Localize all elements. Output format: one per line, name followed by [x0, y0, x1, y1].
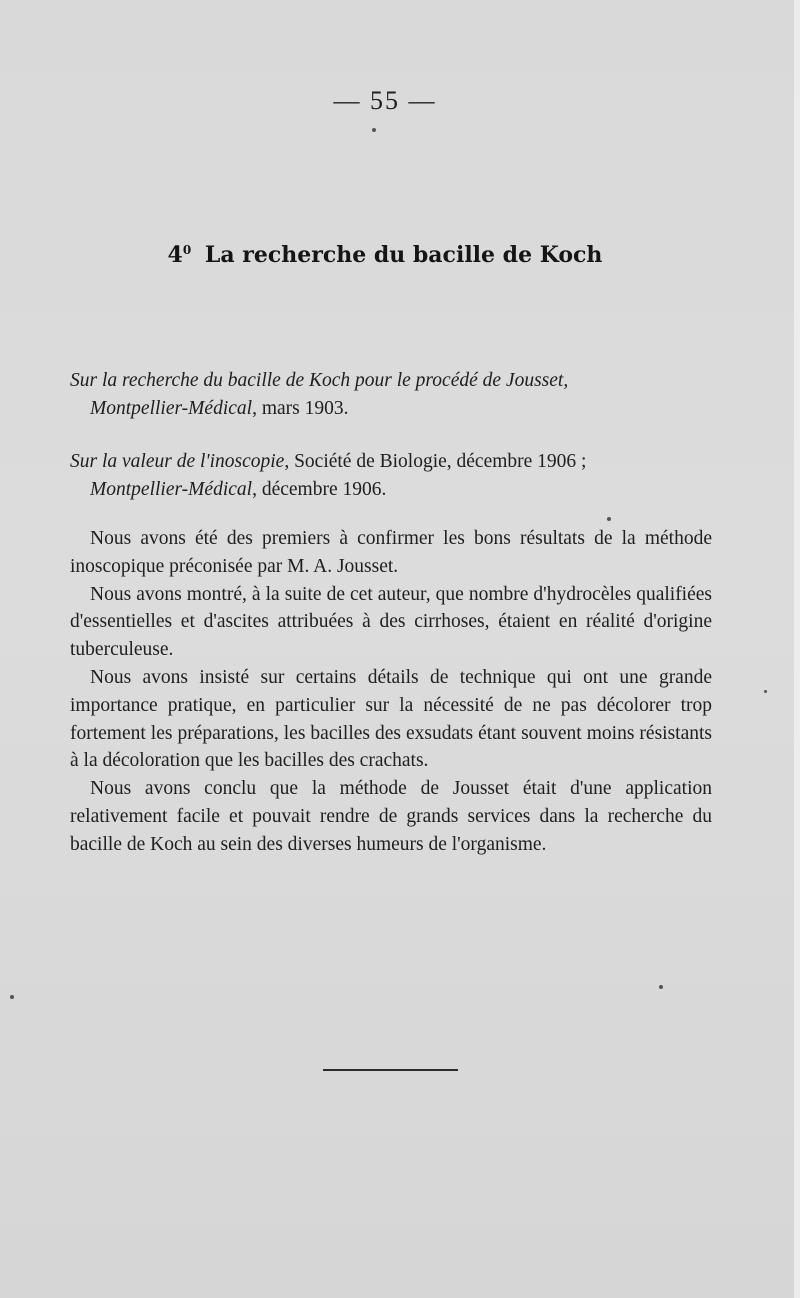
reference-1	[70, 367, 715, 423]
ink-speck	[764, 690, 767, 693]
paragraph: Nous avons été des premiers à confirmer les bons résultats de la méthode inoscopique préconisée par M. A. Jousset.	[70, 528, 712, 577]
ink-speck	[10, 995, 14, 999]
section-title-text: La recherche du bacille de Koch	[204, 242, 603, 268]
reference-2-line2	[70, 476, 715, 504]
paragraph: Nous avons conclu que la méthode de Jousset était d'une application relativement facile et pouvait rendre de grands services dans la recherche du bacille de Koch au sein des diverses humeurs de l'organisme.	[70, 778, 712, 855]
reference-2-title: Sur la valeur de l'inoscopie	[70, 451, 285, 472]
reference-1-title: Sur la recherche du bacille de Koch pour le procédé de Jousset,	[70, 370, 569, 391]
closing-rule	[323, 1069, 458, 1071]
reference-1-journal: Montpellier-Médical	[90, 398, 253, 419]
section-number: 4	[167, 242, 183, 268]
ink-speck	[607, 517, 611, 521]
reference-2-society: , Société de Biologie, décembre 1906 ;	[284, 451, 587, 472]
page-edge	[794, 0, 800, 1298]
ink-speck	[372, 128, 376, 132]
reference-2-date: , décembre 1906.	[252, 479, 387, 500]
paragraph: Nous avons montré, à la suite de cet auteur, que nombre d'hydrocèles qualifiées d'essentielles et d'ascites attribuées à des cirrhoses, étaient en réalité d'origine tuberculeuse.	[70, 583, 712, 661]
reference-1-line2	[70, 395, 715, 423]
reference-1-date: , mars 1903.	[252, 398, 349, 419]
section-title	[0, 242, 770, 268]
page-number: — 55 —	[333, 86, 437, 115]
reference-2	[70, 448, 715, 504]
section-number-superscript: 0	[182, 243, 192, 257]
ink-speck	[659, 985, 663, 989]
paragraph: Nous avons insisté sur certains détails de technique qui ont une grande importance pratique, en particulier sur la nécessité de ne pas décolorer trop fortement les préparations, les bacilles des exsudats étant souvent moins résistants à la décoloration que les bacilles des crachats.	[70, 666, 712, 772]
body-text	[70, 525, 712, 859]
reference-2-journal: Montpellier-Médical	[90, 479, 253, 500]
